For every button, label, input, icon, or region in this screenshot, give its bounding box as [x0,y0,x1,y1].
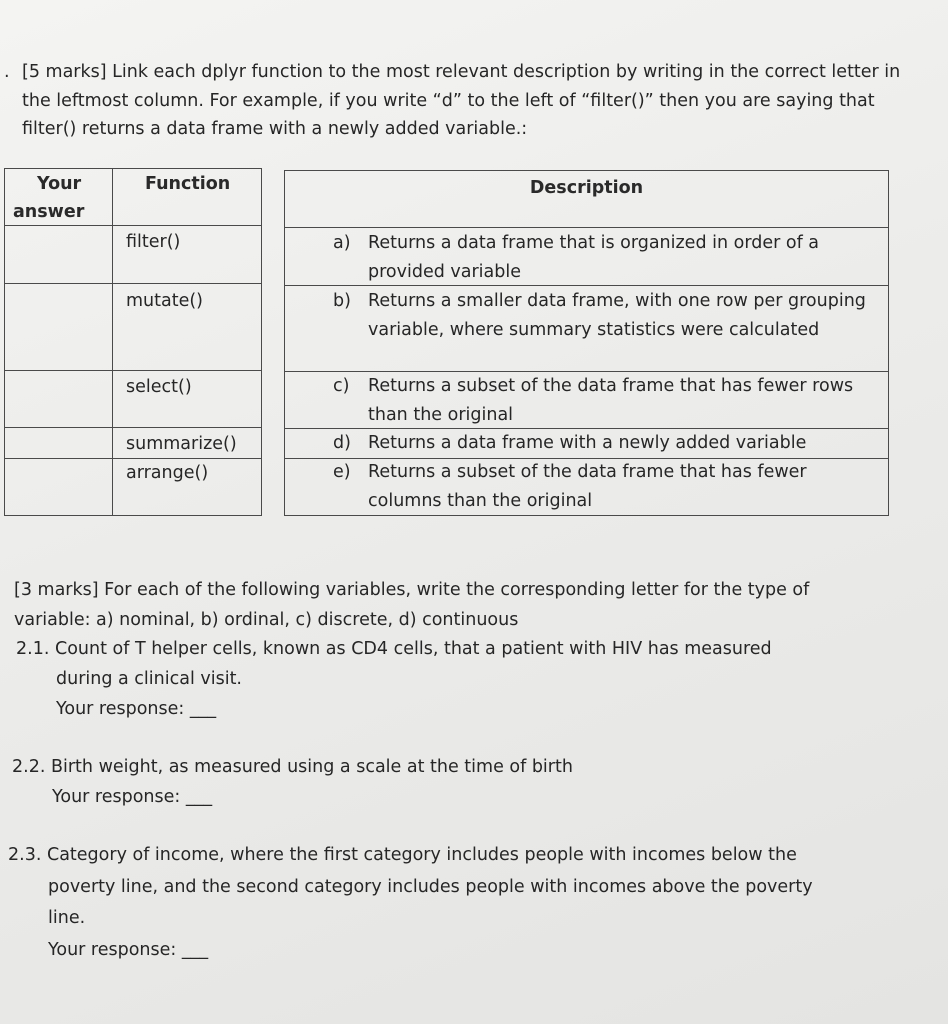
row-divider [285,227,888,228]
description-b [333,287,873,344]
question-1-bullet: . [4,62,10,82]
response-blank[interactable]: Your response: ___ [48,939,209,960]
description-e [333,458,873,515]
function-filter: filter() [126,232,181,252]
description-text: Returns a data frame with a newly added variable [368,433,807,453]
question-2-2 [12,752,573,812]
question-text: Category of income, where the first category includes people with incomes below the [46,845,797,865]
description-text: Returns a smaller data frame, with one row per grouping variable, where summary statistics were calculated [368,291,866,340]
description-letter: a) [333,233,351,253]
header-description: Description [529,178,644,198]
column-divider [112,169,113,515]
answer-cell-summarize[interactable] [5,429,111,457]
question-text-cont: line. [48,908,86,928]
question-number: 2.2. [12,757,46,777]
description-text: Returns a subset of the data frame that has fewer columns than the original [368,462,807,511]
description-letter: b) [333,291,351,311]
question-2-3 [8,840,813,966]
question-1-instructions: [5 marks] Link each dplyr function to the most relevant description by writing in the correct letter in the leftmost column. For example, if you write “d” to the left of “filter()” then you are saying that filter() returns a data frame with a newly added variable.: [22,62,901,139]
question-text: Count of T helper cells, known as CD4 cells, that a patient with HIV has measured [54,639,772,659]
description-letter: c) [333,376,350,396]
response-blank[interactable]: Your response: ___ [52,787,213,807]
row-divider [5,370,261,371]
question-text: Birth weight, as measured using a scale at the time of birth [50,757,573,777]
description-a [333,229,873,286]
description-table [284,170,889,516]
function-select: select() [126,377,192,397]
header-answer: answer [13,202,85,222]
header-function: Function [145,174,231,194]
description-c [333,372,873,429]
question-2-header [14,576,914,635]
question-1-header [4,58,904,144]
question-text-cont: during a clinical visit. [56,669,242,689]
function-answer-table [4,168,262,516]
answer-cell-mutate[interactable] [5,285,111,369]
answer-cell-filter[interactable] [5,227,111,282]
function-arrange: arrange() [126,463,209,483]
function-summarize: summarize() [126,434,237,454]
row-divider [5,427,261,428]
answer-cell-arrange[interactable] [5,460,111,514]
description-letter: d) [333,433,351,453]
question-2-1 [16,634,772,724]
description-letter: e) [333,462,351,482]
description-text: Returns a subset of the data frame that has fewer rows than the original [368,376,854,425]
question-2-instructions-line1: [3 marks] For each of the following variables, write the corresponding letter for the type of [14,580,810,600]
function-mutate: mutate() [126,291,204,311]
description-d [333,429,873,458]
row-divider [5,283,261,284]
answer-cell-select[interactable] [5,372,111,426]
question-number: 2.1. [16,639,50,659]
description-text: Returns a data frame that is organized in order of a provided variable [368,233,820,282]
response-blank[interactable]: Your response: ___ [56,699,217,719]
header-your: Your [37,174,82,194]
question-text-cont: poverty line, and the second category includes people with incomes above the poverty [48,876,813,897]
question-2-instructions-line2: variable: a) nominal, b) ordinal, c) discrete, d) continuous [14,609,519,630]
question-number: 2.3. [8,845,42,865]
